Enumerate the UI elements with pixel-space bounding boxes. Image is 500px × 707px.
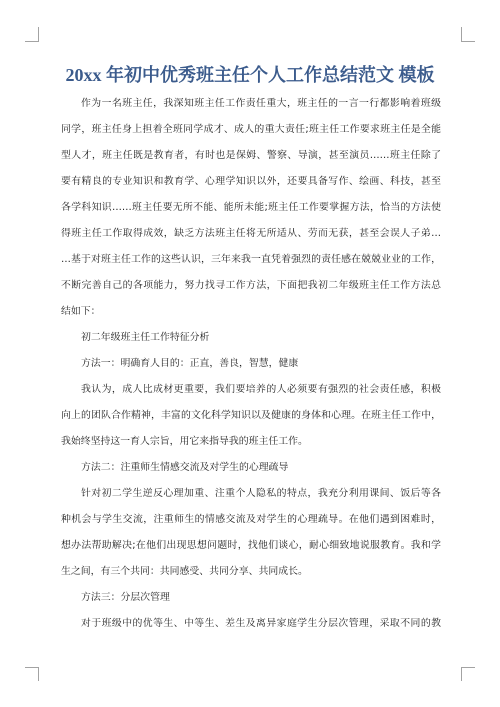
- crop-mark-top-left: [25, 27, 39, 42]
- document-title: 20xx 年初中优秀班主任个人工作总结范文 模板: [65, 65, 435, 85]
- crop-mark-top-right: [462, 27, 476, 42]
- section-heading: 初二年级班主任工作特征分析: [81, 332, 210, 343]
- method-2-paragraph: [61, 481, 441, 585]
- method-1-paragraph: [61, 377, 441, 455]
- text-line: 种机会与学生交流，注重师生的情感交流及对学生的心理疏导。在他们遇到困难时，: [61, 514, 441, 525]
- crop-mark-bottom-right: [462, 668, 476, 682]
- text-line: 对于班级中的优等生、中等生、差生及离异家庭学生分层次管理，采取不同的教: [81, 618, 441, 629]
- method-3-paragraph: [61, 611, 441, 637]
- text-line: 各学科知识……班主任要无所不能、能所未能;班主任工作要掌握方法，恰当的方法使: [61, 202, 441, 213]
- text-line: 型人才，班主任既是教育者，有时也是保姆、警察、导演，甚至演员……班主任除了: [61, 150, 441, 161]
- text-line: 作为一名班主任，我深知班主任工作责任重大，班主任的一言一行都影响着班级: [81, 98, 441, 109]
- text-line: 我始终坚持这一育人宗旨，用它来指导我的班主任工作。: [61, 436, 308, 447]
- method-2-heading: 方法二：注重师生情感交流及对学生的心理疏导: [81, 462, 289, 473]
- text-line: 生之间，有三个共同：共同感受、共同分享、共同成长。: [61, 566, 308, 577]
- method-1-heading: 方法一：明确育人目的：正直，善良，智慧，健康: [81, 358, 299, 369]
- method-3-heading: 方法三：分层次管理: [81, 592, 170, 603]
- text-line: 我认为，成人比成材更重要，我们要培养的人必须要有强烈的社会责任感，积极: [81, 384, 441, 395]
- text-line: 想办法帮助解决;在他们出现思想问题时，找他们谈心，耐心细致地说服教育。我和学: [61, 540, 441, 551]
- text-line: …基于对班主任工作的这些认识，三年来我一直凭着强烈的责任感在兢兢业业的工作，: [61, 254, 441, 265]
- text-line: 不断完善自己的各项能力，努力找寻工作方法，下面把我初二年级班主任工作方法总: [61, 280, 441, 291]
- text-line: 结如下：: [61, 306, 101, 317]
- intro-paragraph: [61, 91, 441, 325]
- document-body: [61, 91, 441, 637]
- text-line: 针对初二学生逆反心理加重、注重个人隐私的特点，我充分利用课间、饭后等各: [81, 488, 441, 499]
- crop-mark-bottom-left: [25, 668, 39, 682]
- text-line: 得班主任工作取得成效，缺乏方法班主任将无所适从、劳而无获，甚至会误人子弟…: [61, 228, 441, 239]
- text-line: 同学，班主任身上担着全班同学成才、成人的重大责任;班主任工作要求班主任是全能: [61, 124, 441, 135]
- text-line: 要有精良的专业知识和教育学、心理学知识以外，还要具备写作、绘画、科技，甚至: [61, 176, 441, 187]
- text-line: 向上的团队合作精神，丰富的文化科学知识以及健康的身体和心理。在班主任工作中，: [61, 410, 441, 421]
